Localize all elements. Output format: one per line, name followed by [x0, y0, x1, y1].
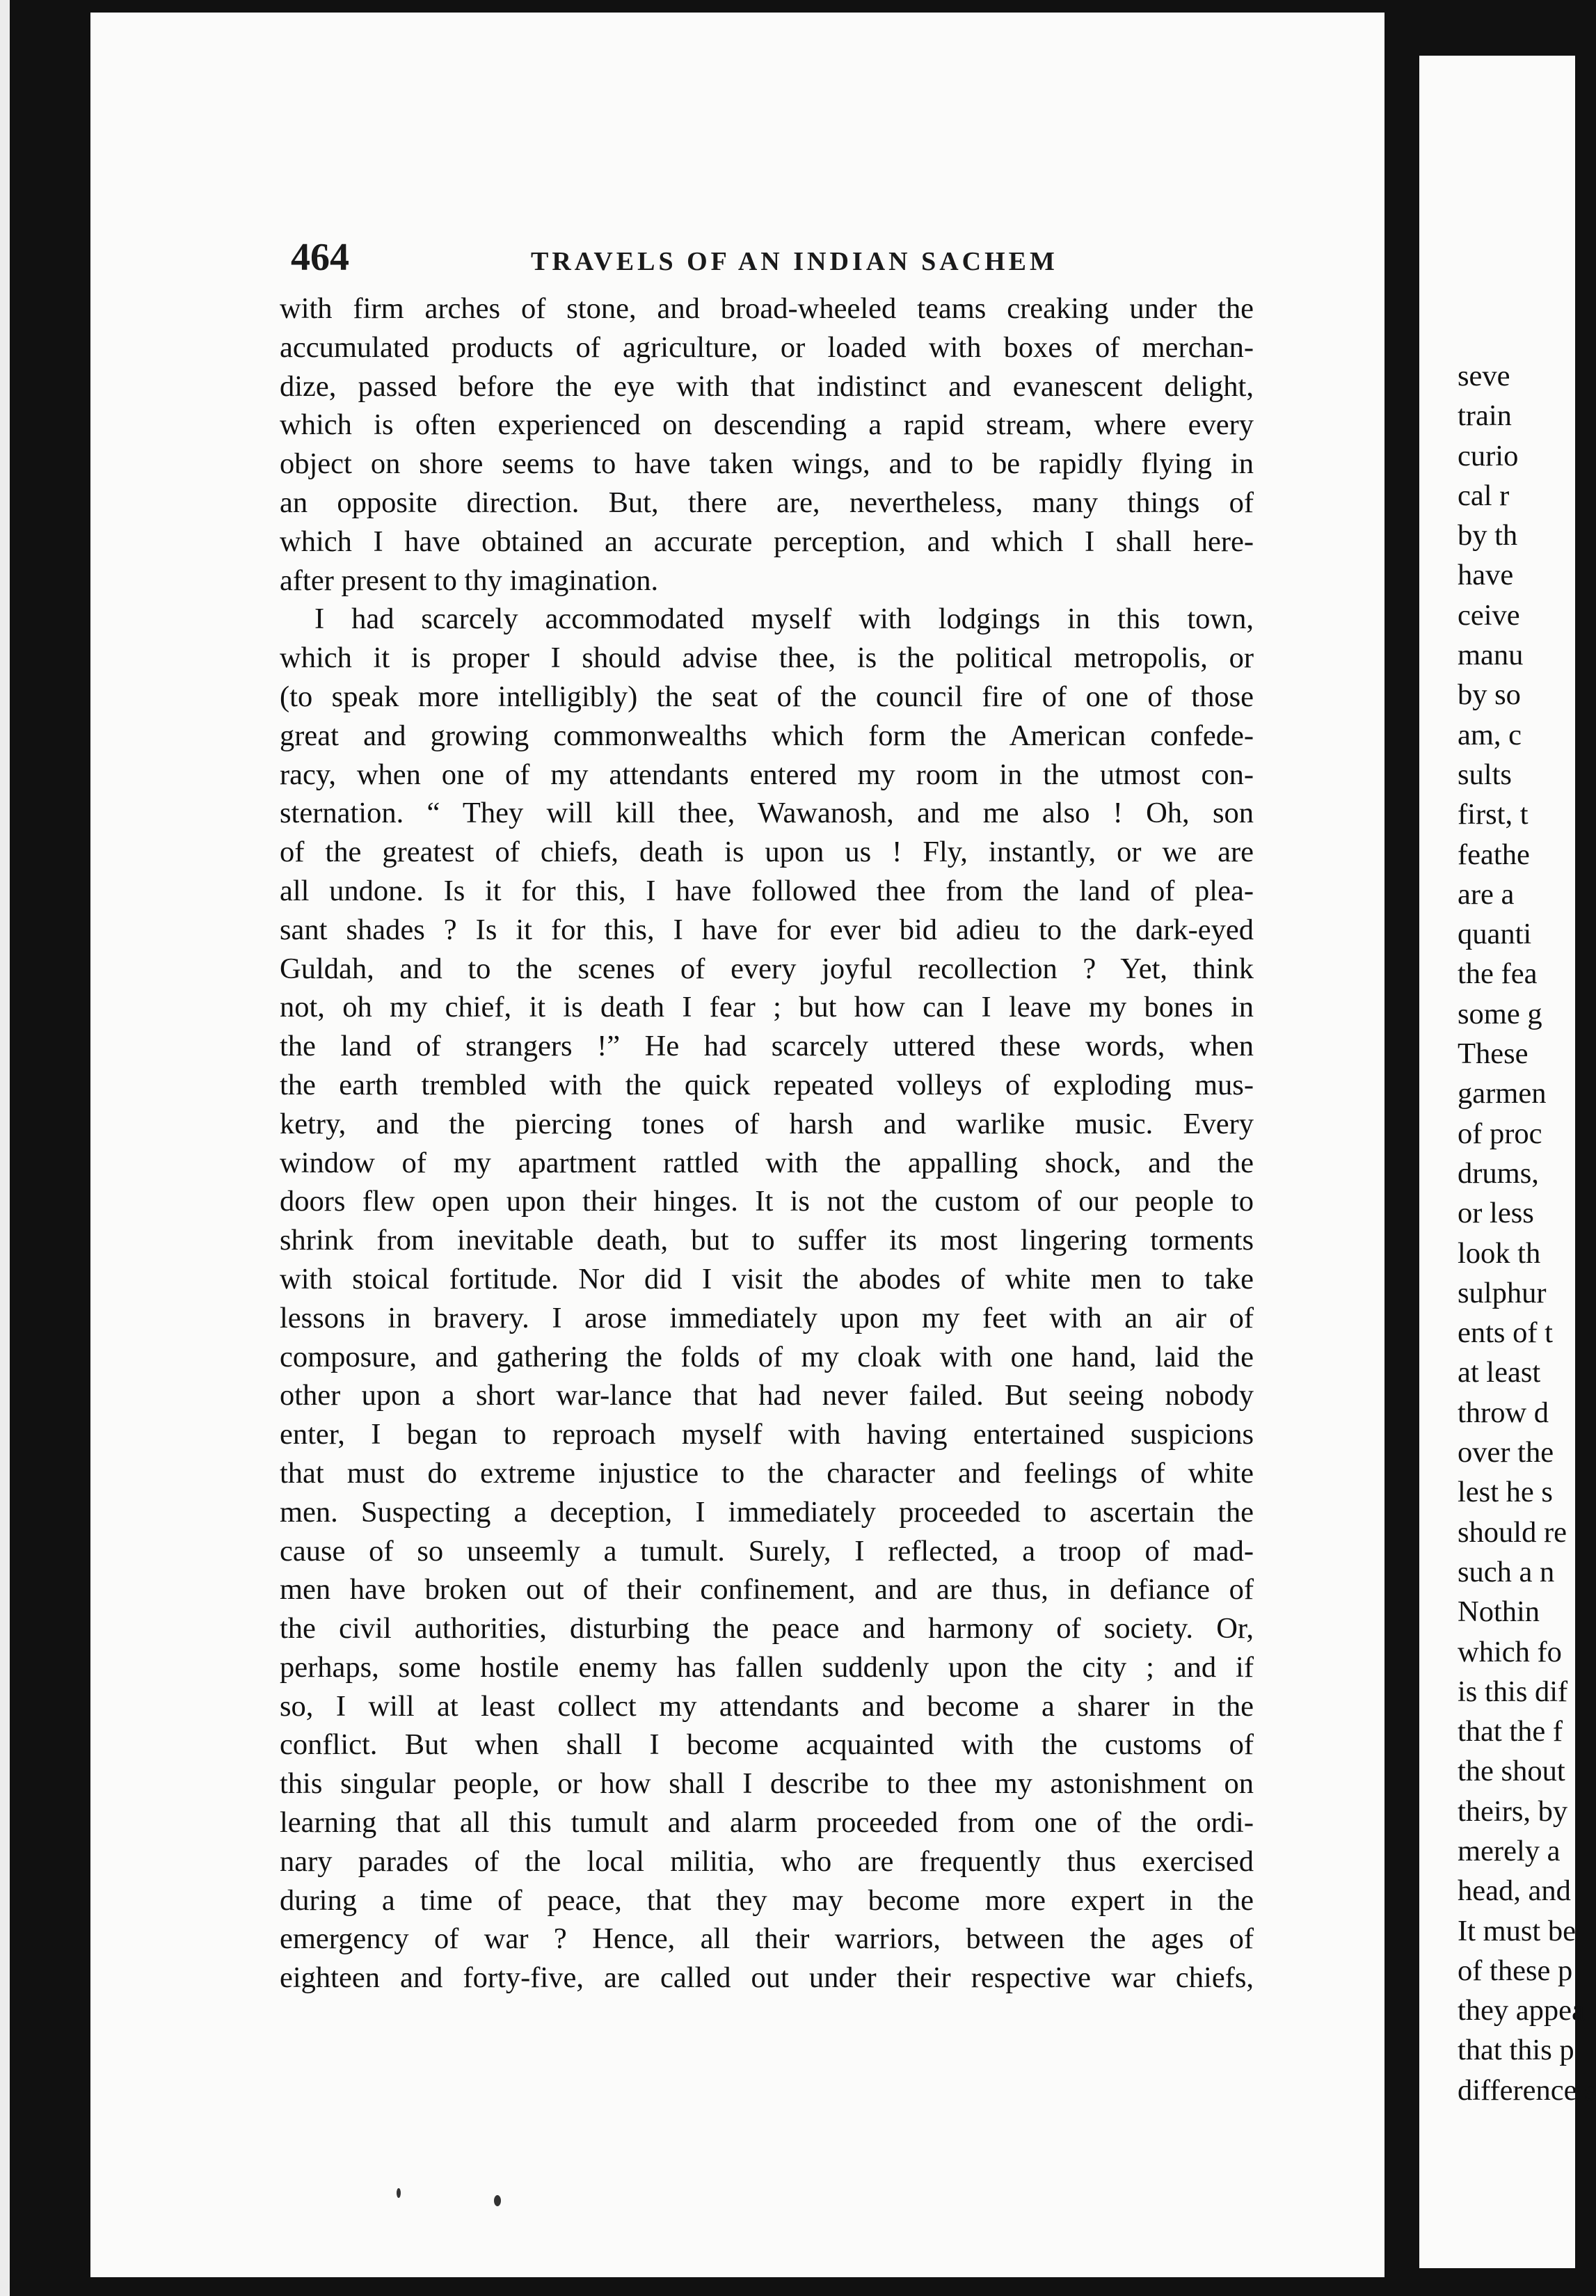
text-line: the land of strangers !” He had scarcely uttered these words, when	[280, 1030, 1254, 1063]
facing-line: some g	[1458, 997, 1542, 1030]
text-line: cause of so unseemly a tumult. Surely, I reflected, a troop of mad-	[280, 1534, 1254, 1568]
text-line: Guldah, and to the scenes of every joyful recollection ? Yet, think	[280, 952, 1254, 985]
facing-line: am, c	[1458, 718, 1522, 751]
facing-line: These	[1458, 1037, 1529, 1071]
facing-line: first, t	[1458, 798, 1529, 831]
text-line: after present to thy imagination.	[280, 564, 659, 597]
text-line: all undone. Is it for this, I have followed thee from the land of plea-	[280, 874, 1254, 907]
text-line: this singular people, or how shall I describe to thee my astonishment on	[280, 1767, 1254, 1801]
facing-line: garmen	[1458, 1077, 1547, 1110]
page-number: 464	[291, 236, 349, 279]
text-line: which is often experienced on descending a rapid stream, where every	[280, 408, 1254, 442]
text-line: not, oh my chief, it is death I fear ; but how can I leave my bones in	[280, 991, 1254, 1024]
text-line: with stoical fortitude. Nor did I visit the abodes of white men to take	[280, 1262, 1254, 1296]
scan-left-edge	[0, 0, 10, 2296]
paragraph-start-line: I had scarcely accommodated myself with lodgings in this town,	[314, 603, 1254, 636]
text-line: enter, I began to reproach myself with having entertained suspicions	[280, 1418, 1254, 1451]
text-line: shrink from inevitable death, but to suffer its most lingering torments	[280, 1224, 1254, 1257]
facing-line: or less	[1458, 1197, 1534, 1230]
text-line: dize, passed before the eye with that indistinct and evanescent delight,	[280, 369, 1254, 403]
text-line: lessons in bravery. I arose immediately upon my feet with an air of	[280, 1301, 1254, 1334]
facing-line: sulphur	[1458, 1276, 1547, 1309]
facing-line: theirs, by	[1458, 1794, 1568, 1828]
facing-line: is this dif	[1458, 1675, 1568, 1708]
text-line: which I have obtained an accurate perception, and which I shall here-	[280, 525, 1254, 558]
text-line: emergency of war ? Hence, all their warriors, between the ages of	[280, 1922, 1254, 1956]
facing-line: the shout	[1458, 1755, 1565, 1788]
facing-line: difference s	[1458, 2073, 1596, 2107]
text-line: men have broken out of their confinement, and are thus, in defiance of	[280, 1573, 1254, 1607]
facing-line: throw d	[1458, 1396, 1549, 1429]
facing-line: of proc	[1458, 1117, 1542, 1150]
text-line: conflict. But when shall I become acquainted with the customs of	[280, 1728, 1254, 1762]
scan-specks	[390, 2174, 529, 2230]
text-line: accumulated products of agriculture, or loaded with boxes of merchan-	[280, 330, 1254, 364]
text-line: sternation. “ They will kill thee, Wawanosh, and me also ! Oh, son	[280, 797, 1254, 830]
text-line: sant shades ? Is it for this, I have for ever bid adieu to the dark-eyed	[280, 913, 1254, 946]
facing-line: at least	[1458, 1356, 1541, 1389]
text-line: the civil authorities, disturbing the peace and harmony of society. Or,	[280, 1612, 1254, 1645]
text-line: racy, when one of my attendants entered my room in the utmost con-	[280, 758, 1254, 791]
text-line: object on shore seems to have taken wings, and to be rapidly flying in	[280, 447, 1254, 481]
text-line: that must do extreme injustice to the character and feelings of white	[280, 1456, 1254, 1490]
facing-line: that the f	[1458, 1715, 1563, 1748]
ink-speck	[494, 2195, 501, 2206]
facing-line: cal r	[1458, 479, 1510, 512]
text-line: so, I will at least collect my attendants and become a sharer in the	[280, 1689, 1254, 1723]
facing-line: look th	[1458, 1236, 1541, 1270]
facing-line: they appea	[1458, 1994, 1585, 2027]
facing-line: head, and	[1458, 1874, 1571, 1908]
facing-line: curio	[1458, 439, 1519, 472]
text-line: window of my apartment rattled with the appalling shock, and the	[280, 1146, 1254, 1179]
text-line: men. Suspecting a deception, I immediately proceeded to ascertain the	[280, 1495, 1254, 1529]
facing-line: have	[1458, 559, 1514, 592]
facing-line: the fea	[1458, 957, 1538, 991]
facing-line: ceive	[1458, 598, 1520, 632]
facing-line: lest he s	[1458, 1476, 1553, 1509]
facing-line: train	[1458, 399, 1512, 433]
facing-line: by so	[1458, 678, 1521, 712]
facing-line: of these p	[1458, 1954, 1573, 1987]
facing-line: ents of t	[1458, 1316, 1553, 1350]
text-line: composure, and gathering the folds of my cloak with one hand, laid the	[280, 1340, 1254, 1373]
ink-speck	[397, 2188, 401, 2198]
text-line: ketry, and the piercing tones of harsh and warlike music. Every	[280, 1107, 1254, 1140]
body-text	[280, 289, 1254, 1998]
text-line: which it is proper I should advise thee, is the political metropolis, or	[280, 641, 1254, 675]
facing-line: drums,	[1458, 1156, 1539, 1190]
facing-line: over the	[1458, 1436, 1554, 1469]
facing-line: quanti	[1458, 918, 1532, 951]
facing-page-text	[1458, 356, 1596, 2110]
text-line: an opposite direction. But, there are, nevertheless, many things of	[280, 486, 1254, 519]
text-line: the earth trembled with the quick repeated volleys of exploding mus-	[280, 1068, 1254, 1101]
facing-line: merely a	[1458, 1834, 1561, 1867]
text-line: nary parades of the local militia, who are frequently thus exercised	[280, 1844, 1254, 1878]
page-header	[291, 226, 1265, 289]
text-line: perhaps, some hostile enemy has fallen suddenly upon the city ; and if	[280, 1650, 1254, 1684]
text-line: doors flew open upon their hinges. It is not the custom of our people to	[280, 1185, 1254, 1218]
running-title: TRAVELS OF AN INDIAN SACHEM	[531, 247, 1058, 276]
facing-line: by th	[1458, 519, 1518, 552]
facing-line: feathe	[1458, 838, 1530, 871]
facing-line: should re	[1458, 1515, 1567, 1549]
text-line: (to speak more intelligibly) the seat of the council fire of one of those	[280, 680, 1254, 713]
text-line: learning that all this tumult and alarm proceeded from one of the ordi-	[280, 1806, 1254, 1840]
facing-line: Nothin	[1458, 1595, 1540, 1629]
text-line: other upon a short war-lance that had never failed. But seeing nobody	[280, 1379, 1254, 1412]
facing-line: sults	[1458, 758, 1512, 791]
facing-line: It must be	[1458, 1914, 1576, 1947]
facing-line: which fo	[1458, 1635, 1562, 1668]
text-line: of the greatest of chiefs, death is upon us ! Fly, instantly, or we are	[280, 836, 1254, 869]
facing-line: seve	[1458, 360, 1510, 392]
facing-line: that this p	[1458, 2034, 1574, 2067]
facing-line: such a n	[1458, 1555, 1555, 1588]
facing-line: are a	[1458, 877, 1515, 911]
facing-line: manu	[1458, 639, 1524, 672]
text-line: with firm arches of stone, and broad-wheeled teams creaking under the	[280, 292, 1254, 325]
text-line: during a time of peace, that they may become more expert in the	[280, 1883, 1254, 1917]
text-line: great and growing commonwealths which form the American confede-	[280, 719, 1254, 752]
text-line: eighteen and forty-five, are called out under their respective war chiefs,	[280, 1961, 1254, 1995]
